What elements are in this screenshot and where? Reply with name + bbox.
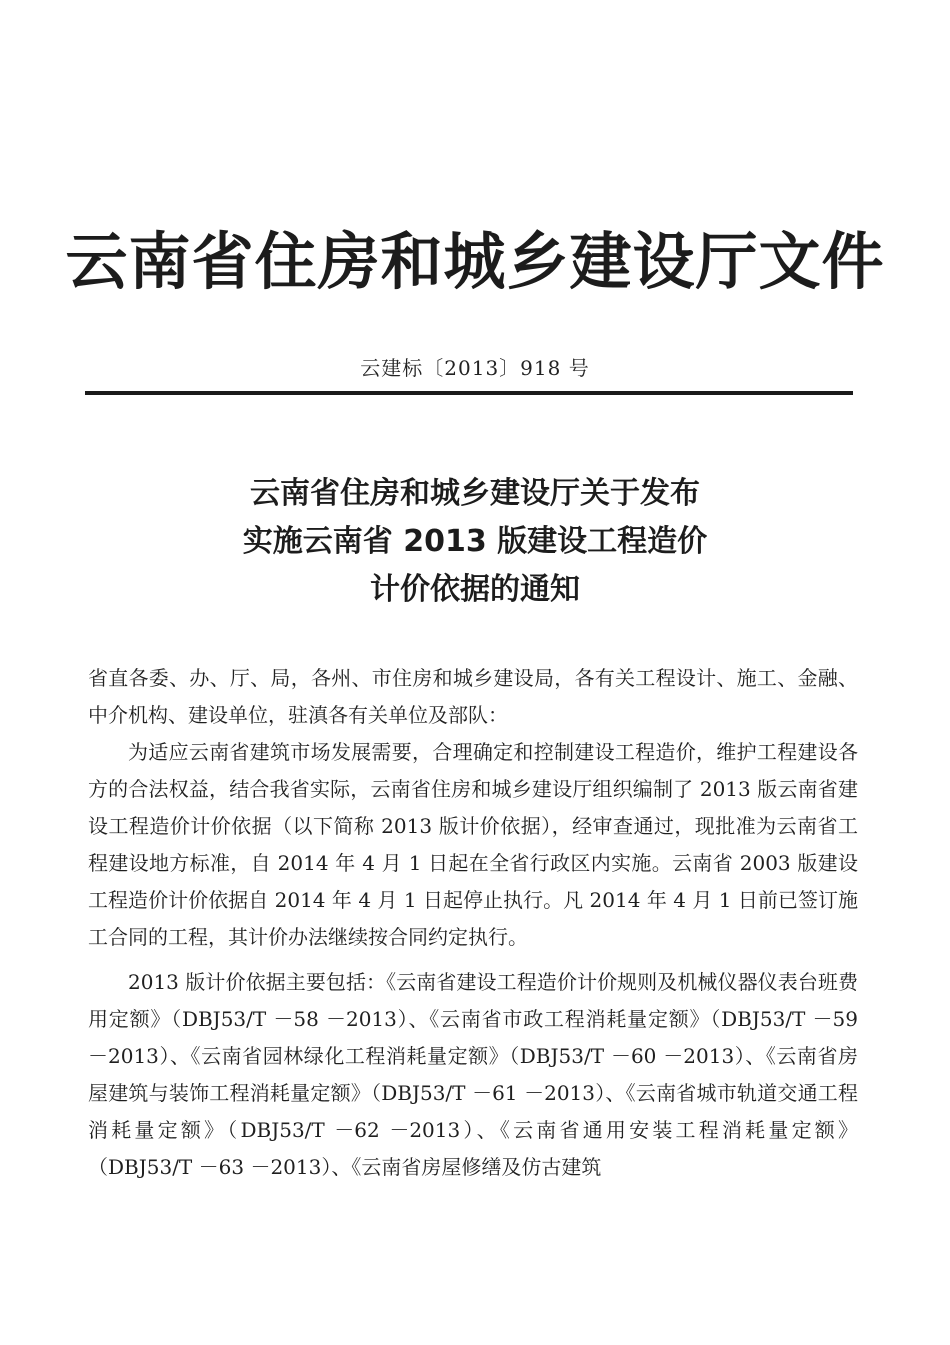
body-paragraph: 2013 版计价依据主要包括：《云南省建设工程造价计价规则及机械仪器仪表台班费用定额》（DBJ53/T －58 －2013）、《云南省市政工程消耗量定额》（DBJ53/T －59 －2013）、《云南省园林绿化工程消耗量定额》（DBJ53/T －60 －2013）、《云南省房屋建筑与装饰工程消耗量定额》（DBJ53/T －61 －2013）、《云南省城市轨道交通工程消耗量定额》（DBJ53/T －62 －2013）、《云南省通用安装工程消耗量定额》（DBJ53/T －63 －2013）、《云南省房屋修缮及仿古建筑 [88,970,858,1179]
notice-body [88,660,858,1186]
document-masthead: 云南省住房和城乡建设厅文件 [65,225,885,298]
addressee: 省直各委、办、厅、局，各州、市住房和城乡建设局，各有关工程设计、施工、金融、中介机构、建设单位，驻滇各有关单位及部队： [88,666,858,727]
header-rule [85,391,853,395]
notice-title-line: 实施云南省 2013 版建设工程造价 [242,524,708,559]
notice-title-line: 计价依据的通知 [370,572,580,607]
notice-title [0,470,950,614]
notice-title-line: 云南省住房和城乡建设厅关于发布 [250,476,700,511]
document-number: 云建标〔2013〕918 号 [360,356,590,380]
body-paragraph: 为适应云南省建筑市场发展需要，合理确定和控制建设工程造价，维护工程建设各方的合法权益，结合我省实际，云南省住房和城乡建设厅组织编制了 2013 版云南省建设工程造价计价依据（以下简称 2013 版计价依据），经审查通过，现批准为云南省工程建设地方标准，自 2014 年 4 月 1 日起在全省行政区内实施。云南省 2003 版建设工程造价计价依据自 2014 年 4 月 1 日起停止执行。凡 2014 年 4 月 1 日前已签订施工合同的工程，其计价办法继续按合同约定执行。 [88,740,858,949]
